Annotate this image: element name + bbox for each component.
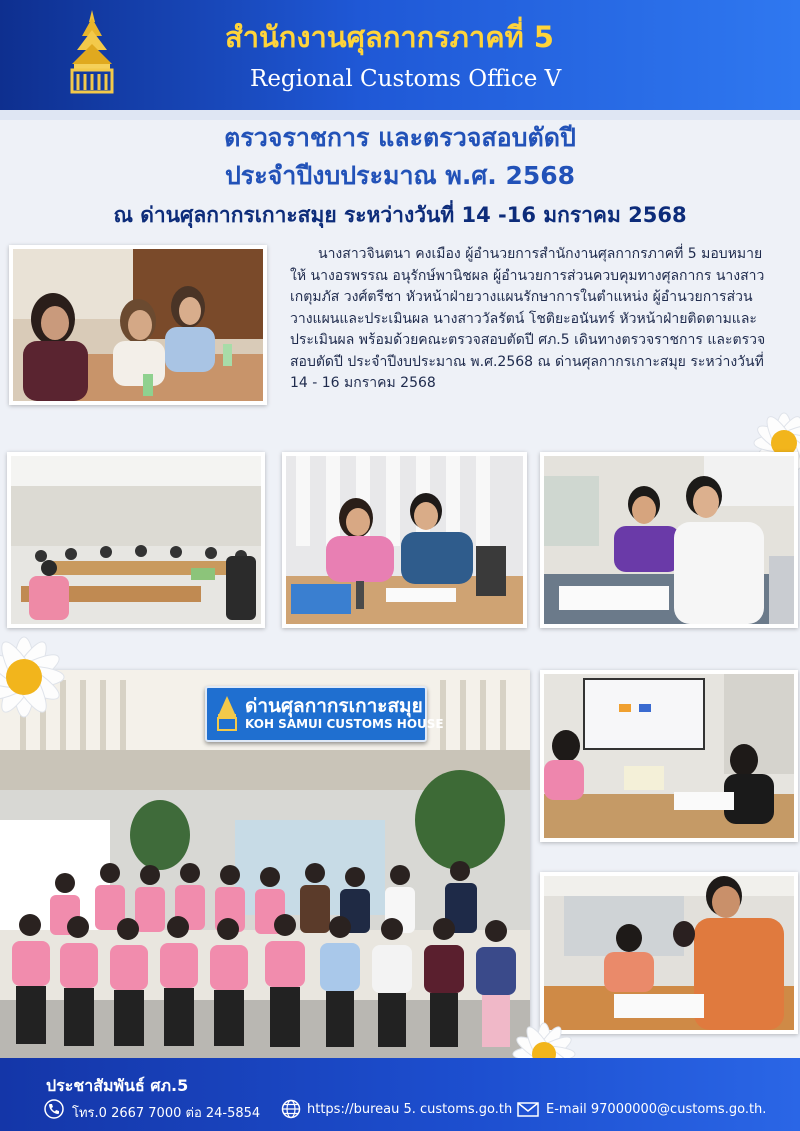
phone-number: โทร.0 2667 7000 ต่อ 24-5854	[72, 1106, 261, 1121]
sign-english-text: KOH SAMUI CUSTOMS HOUSE	[245, 717, 444, 731]
photo-conference-room	[7, 452, 265, 628]
sign-thai-text: ด่านศุลกากรเกาะสมุย	[245, 695, 423, 717]
office-title-english: Regional Customs Office V	[250, 66, 562, 92]
customs-emblem-icon	[215, 696, 239, 732]
website-link[interactable]: https://bureau 5. customs.go.th	[307, 1102, 513, 1117]
customs-house-signboard	[205, 686, 444, 742]
header-banner	[0, 0, 800, 110]
office-title-thai: สำนักงานศุลกากรภาคที่ 5	[225, 20, 554, 54]
phone-icon	[44, 1099, 64, 1119]
daisy-flower-decoration	[0, 617, 82, 737]
photo-document-review	[282, 452, 527, 628]
customs-emblem-icon	[66, 8, 118, 96]
photo-office-workstation	[540, 670, 798, 842]
mail-icon	[517, 1099, 539, 1119]
headline-line-1: ตรวจราชการ และตรวจสอบตัดปี	[224, 123, 576, 152]
article-paragraph: นางสาวจินตนา คงเมือง ผู้อำนวยการสำนักงานศุลกากรภาคที่ 5 มอบหมายให้ นางอรพรรณ อนุรักษ์พานิชผล ผู้อำนวยการส่วนควบคุมทางศุลกากร นางสาวเกตุมภัส วงศ์ตรีชา หัวหน้าฝ่ายวางแผนรักษาการในตำแหน่ง ผู้อำนวยการส่วนวางแผนและประเมินผล นางสาววัลรัตน์ โชติยะอนันทร์ หัวหน้าฝ่ายติดตามและประเมินผล พร้อมด้วยคณะตรวจสอบตัดปี ศภ.5 เดินทางตรวจราชการ และตรวจสอบตัดปี ประจำปีงบประมาณ พ.ศ.2568 ณ ด่านศุลกากรเกาะสมุย ระหว่างวันที่ 14 - 16 มกราคม 2568	[290, 246, 766, 391]
email-address[interactable]: E-mail 97000000@customs.go.th.	[546, 1102, 767, 1117]
headline-line-3: ณ ด่านศุลกากรเกาะสมุย ระหว่างวันที่ 14 -16 มกราคม 2568	[113, 203, 687, 227]
headline-line-2: ประจำปีงบประมาณ พ.ศ. 2568	[224, 161, 576, 190]
photo-file-inspection	[540, 872, 798, 1034]
photo-meeting-closeup	[9, 245, 267, 405]
photo-signing-documents	[540, 452, 798, 628]
group-people-illustration	[0, 845, 530, 1058]
pr-label: ประชาสัมพันธ์ ศภ.5	[46, 1076, 189, 1095]
footer-contact-bar	[0, 1058, 800, 1131]
globe-icon	[281, 1099, 301, 1119]
